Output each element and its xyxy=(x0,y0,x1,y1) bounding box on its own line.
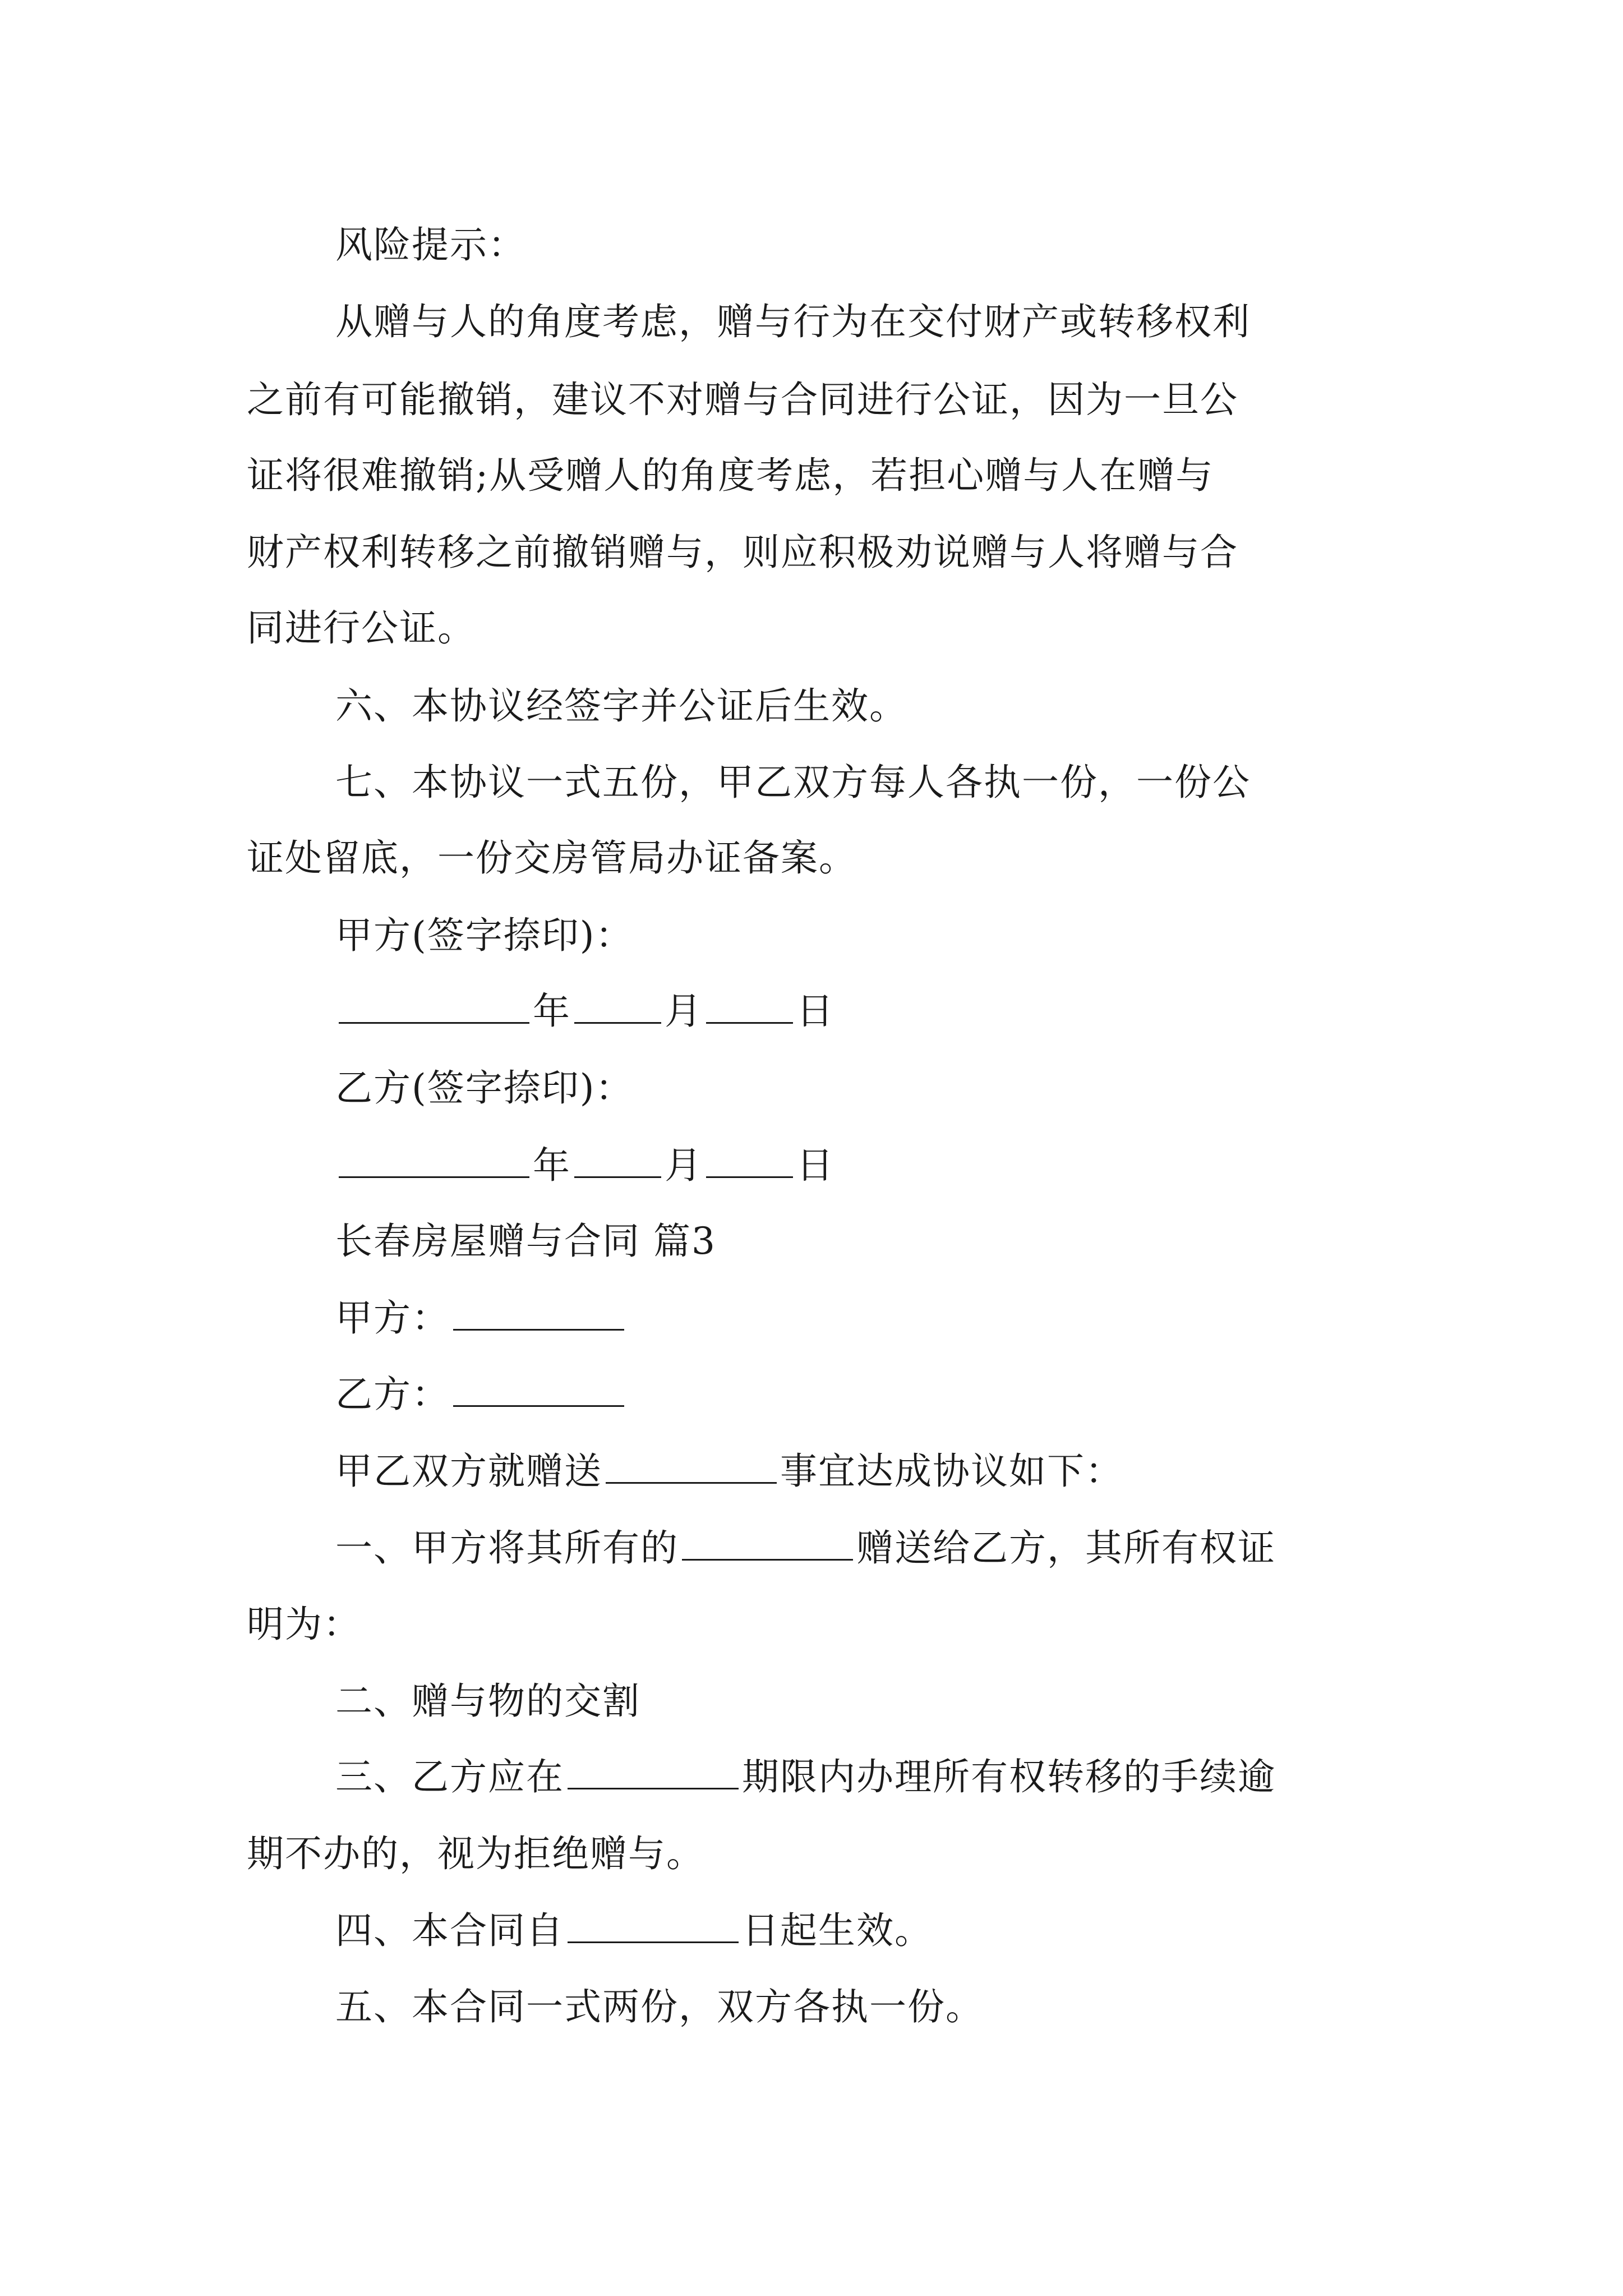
party-a-line xyxy=(335,1296,628,1341)
section-title: 长春房屋赠与合同 篇3 xyxy=(335,1220,716,1263)
day-label: 日 xyxy=(796,990,834,1033)
clause-4-text-after: 日起生效。 xyxy=(742,1909,933,1952)
risk-paragraph-line-5: 同进行公证。 xyxy=(247,606,476,650)
party-b-signature-label: 乙方(签字捺印)： xyxy=(335,1066,634,1110)
risk-paragraph-line-2: 之前有可能撤销，建议不对赠与合同进行公证，因为一旦公 xyxy=(247,378,1238,421)
party-a-date-line xyxy=(335,989,834,1034)
clause-4-text-before: 四、本合同自 xyxy=(335,1909,564,1952)
party-b-line xyxy=(335,1372,628,1417)
property-blank xyxy=(682,1527,853,1561)
party-b-blank xyxy=(453,1374,624,1407)
party-a-signature-label: 甲方(签字捺印)： xyxy=(335,914,634,957)
clause-1-line-1 xyxy=(335,1526,1276,1571)
year-blank xyxy=(339,991,529,1024)
clause-1-text-after: 赠送给乙方，其所有权证 xyxy=(856,1526,1276,1570)
clause-1-text-before: 一、甲方将其所有的 xyxy=(335,1526,679,1570)
clause-1-line-2: 明为： xyxy=(247,1603,361,1646)
party-a-blank xyxy=(453,1297,624,1331)
clause-7-line-2: 证处留底，一份交房管局办证备案。 xyxy=(247,836,857,880)
clause-4 xyxy=(335,1908,933,1953)
deadline-blank xyxy=(568,1756,739,1789)
effective-date-blank xyxy=(568,1910,739,1943)
clause-5: 五、本合同一式两份，双方各执一份。 xyxy=(335,1985,984,2028)
clause-3-line-1 xyxy=(335,1755,1276,1800)
clause-3-line-2: 期不办的，视为拒绝赠与。 xyxy=(247,1832,704,1875)
risk-paragraph-line-4: 财产权利转移之前撤销赠与，则应积极劝说赠与人将赠与合 xyxy=(247,531,1238,574)
clause-3-text-before: 三、乙方应在 xyxy=(335,1755,564,1798)
year-label: 年 xyxy=(533,990,571,1033)
day-blank xyxy=(706,991,793,1024)
risk-title: 风险提示： xyxy=(335,223,526,266)
party-b-date-line xyxy=(335,1143,834,1188)
month-blank xyxy=(574,991,661,1024)
clause-2: 二、赠与物的交割 xyxy=(335,1680,640,1723)
clause-3-text-after: 期限内办理所有权转移的手续逾 xyxy=(742,1755,1276,1798)
gift-item-blank xyxy=(606,1451,777,1484)
party-b-label: 乙方： xyxy=(335,1373,450,1416)
year-label: 年 xyxy=(533,1144,571,1187)
month-blank xyxy=(574,1145,661,1178)
year-blank xyxy=(339,1145,529,1178)
day-label: 日 xyxy=(796,1144,834,1187)
day-blank xyxy=(706,1145,793,1178)
agreement-intro xyxy=(335,1449,1123,1494)
party-a-label: 甲方： xyxy=(335,1296,450,1340)
month-label: 月 xyxy=(665,1144,703,1187)
month-label: 月 xyxy=(665,990,703,1033)
clause-6: 六、本协议经签字并公证后生效。 xyxy=(335,684,907,728)
clause-7-line-1: 七、本协议一式五份，甲乙双方每人各执一份，一份公 xyxy=(335,761,1251,804)
intro-text-before: 甲乙双方就赠送 xyxy=(335,1450,602,1493)
risk-paragraph-line-1: 从赠与人的角度考虑，赠与行为在交付财产或转移权利 xyxy=(335,300,1251,343)
intro-text-after: 事宜达成协议如下： xyxy=(780,1450,1123,1493)
risk-paragraph-line-3: 证将很难撤销;从受赠人的角度考虑，若担心赠与人在赠与 xyxy=(247,454,1214,497)
